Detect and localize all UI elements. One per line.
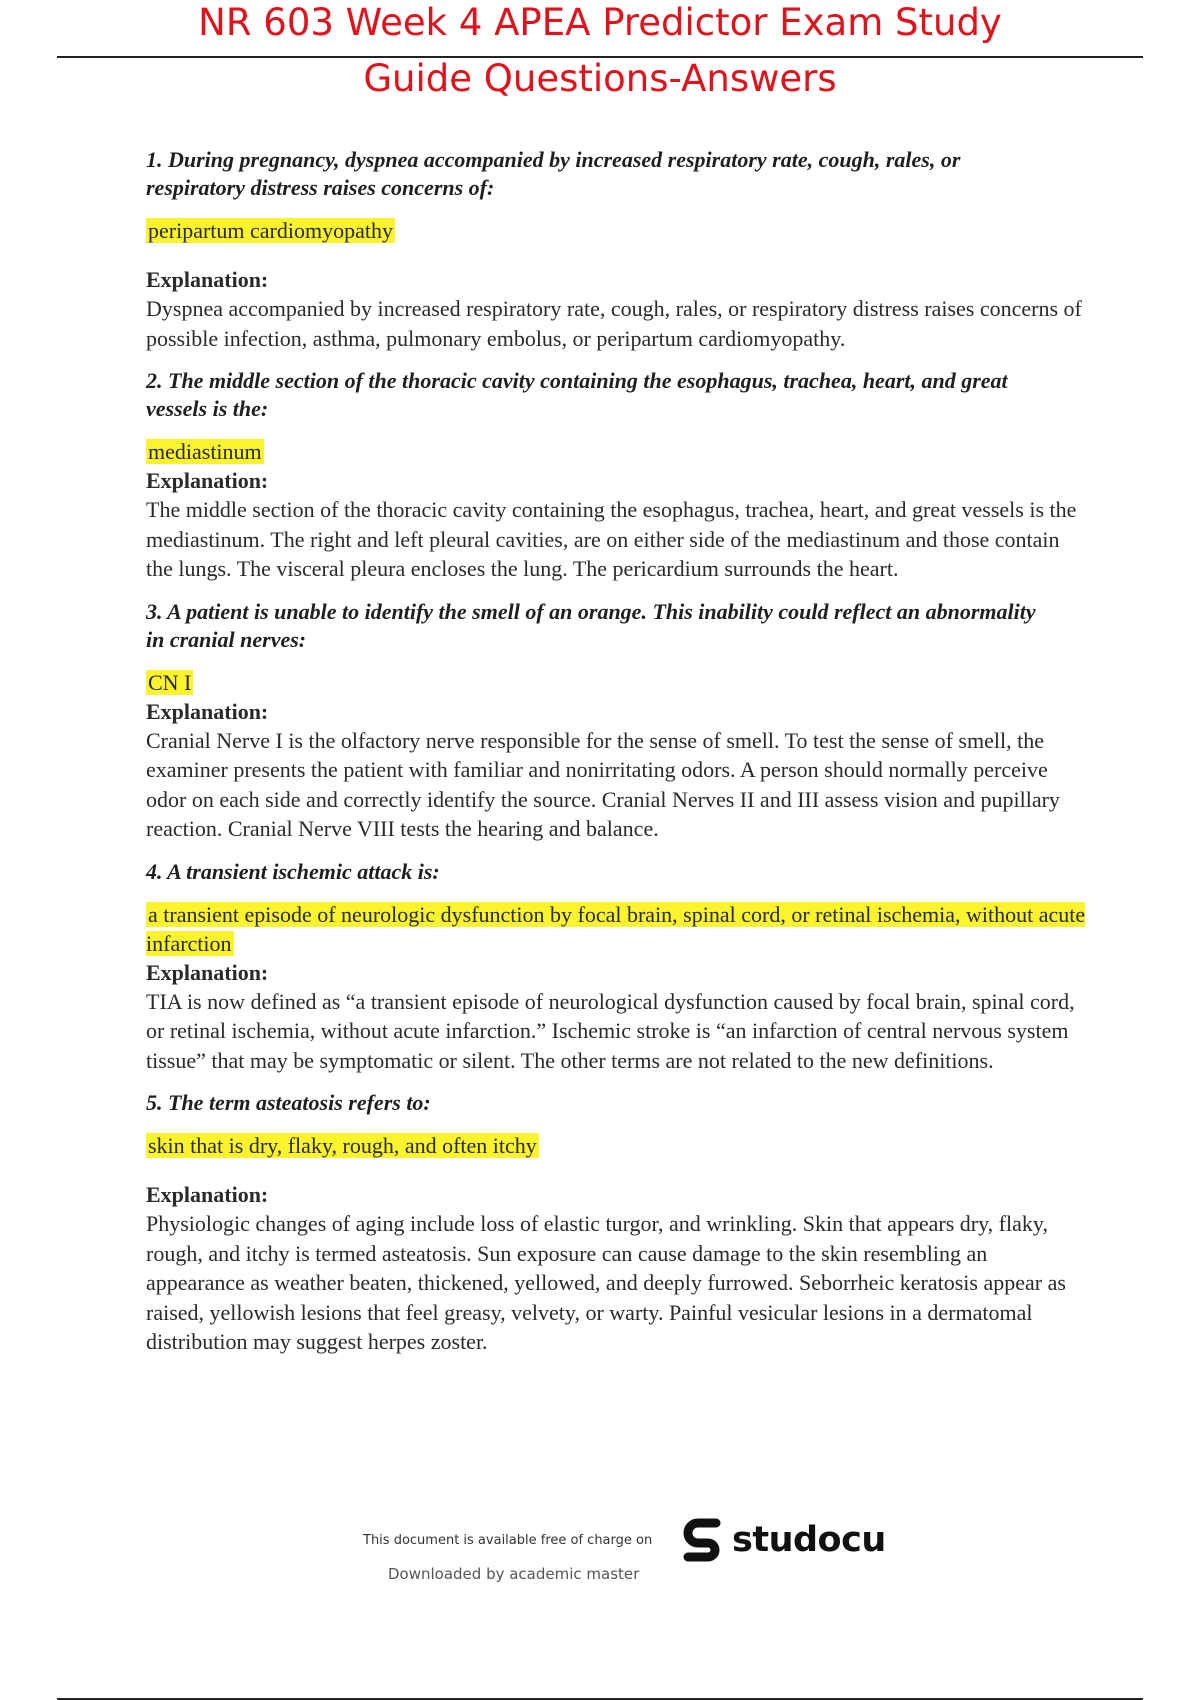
highlighted-answer: peripartum cardiomyopathy [148, 218, 393, 243]
explanation-label: Explanation: [146, 267, 269, 292]
answer-line [146, 216, 1091, 245]
explanation-label: Explanation: [146, 1182, 269, 1207]
explanation-text: Cranial Nerve I is the olfactory nerve responsible for the sense of smell. To test the sense of smell, the examiner presents the patient with familiar and nonirritating odors. A person should normally perceive odor on each side and correctly identify the source. Cranial Nerves II and III assess vision and pupillary reaction. Cranial Nerve VIII tests the hearing and balance. [146, 727, 1060, 841]
answer-line [146, 1131, 1091, 1160]
question-text: 1. During pregnancy, dyspnea accompanied by increased respiratory rate, cough, rales, or respiratory distress raises concerns of: [146, 147, 961, 200]
qa-item-2 [146, 367, 1091, 584]
explanation-label: Explanation: [146, 468, 269, 493]
footer-downloaded-text: Downloaded by academic master [388, 1565, 640, 1583]
explanation-text: TIA is now defined as “a transient episode of neurological dysfunction caused by focal brain, spinal cord, or retinal ischemia, without acute infarction.” Ischemic stroke is “an infarction of central nervous system tissue” that may be symptomatic or silent. The other terms are not related to the new definitions. [146, 988, 1075, 1073]
studocu-logo-icon [680, 1515, 726, 1565]
highlighted-answer: mediastinum [148, 439, 262, 464]
answer-line [146, 900, 1091, 958]
explanation-text: Dyspnea accompanied by increased respiratory rate, cough, rales, or respiratory distress raises concerns of possible infection, asthma, pulmonary embolus, or peripartum cardiomyopathy. [146, 296, 1082, 351]
question-text: 5. The term asteatosis refers to: [146, 1090, 431, 1115]
document-title-line-2: Guide Questions-Answers [363, 57, 837, 100]
highlighted-answer: skin that is dry, flaky, rough, and often itchy [148, 1133, 537, 1158]
answer-line [146, 668, 1091, 697]
answer-line [146, 437, 1091, 466]
question-text: 2. The middle section of the thoracic cavity containing the esophagus, trachea, heart, and great vessels is the: [146, 368, 1008, 421]
explanation-text: Physiologic changes of aging include loss of elastic turgor, and wrinkling. Skin that appears dry, flaky, rough, and itchy is termed asteatosis. Sun exposure can cause damage to the skin resembling an appearance as weather beaten, thickened, yellowed, and deeply furrowed. Seborrheic keratosis appear as raised, yellowish lesions that feel greasy, velvety, or warty. Painful vesicular lesions in a dermatomal distribution may suggest herpes zoster. [146, 1211, 1066, 1354]
highlighted-answer: a transient episode of neurologic dysfunction by focal brain, spinal cord, or retinal ischemia, without acute infarction [146, 901, 1086, 956]
highlighted-answer: CN I [148, 669, 192, 695]
explanation-label: Explanation: [146, 959, 269, 985]
qa-item-5 [146, 1089, 1091, 1357]
document-title-line-1: NR 603 Week 4 APEA Predictor Exam Study [198, 1, 1002, 44]
studocu-logo[interactable] [680, 1515, 886, 1565]
qa-item-4 [146, 858, 1091, 1076]
qa-item-1 [146, 146, 1091, 353]
footer-available-text: This document is available free of charge on [363, 1533, 653, 1548]
qa-item-3 [146, 598, 1091, 844]
question-text: 4. A transient ischemic attack is: [146, 858, 440, 884]
explanation-label: Explanation: [146, 698, 269, 724]
explanation-text: The middle section of the thoracic cavity containing the esophagus, trachea, heart, and great vessels is the mediastinum. The right and left pleural cavities, are on either side of the mediastinum and those contain the lungs. The visceral pleura encloses the lung. The pericardium surrounds the heart. [146, 497, 1077, 581]
qa-content [146, 146, 1091, 1371]
studocu-logo-wordmark: studocu [732, 1520, 886, 1560]
studocu-footer [0, 1515, 1200, 1605]
question-text: 3. A patient is unable to identify the smell of an orange. This inability could reflect an abnormality in cranial nerves: [146, 598, 1036, 652]
